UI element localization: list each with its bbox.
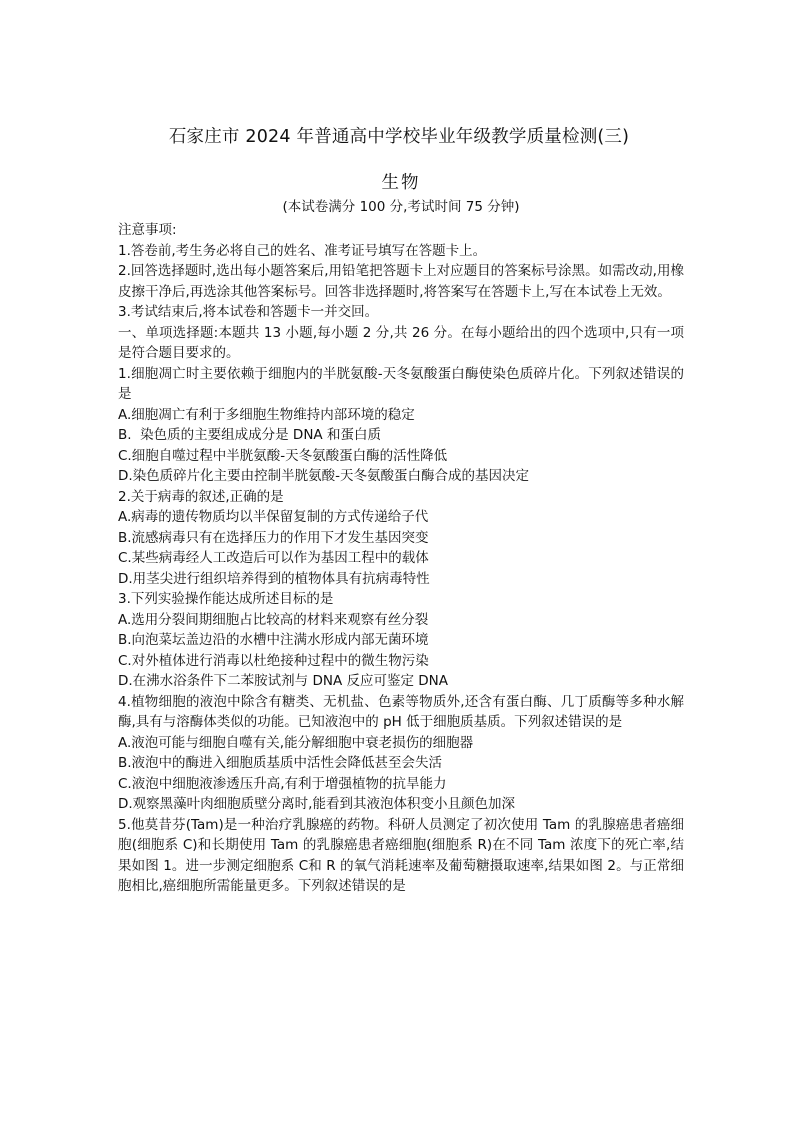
notice-item: 3.考试结束后,将本试卷和答题卡一并交回。 bbox=[118, 304, 379, 320]
question-option: B.液泡中的酶进入细胞质基质中活性会降低甚至会失活 bbox=[118, 755, 443, 771]
question-option: C.对外植体进行消毒以杜绝接种过程中的微生物污染 bbox=[118, 652, 429, 669]
question-option: D.用茎尖进行组织培养得到的植物体具有抗病毒特性 bbox=[118, 570, 430, 587]
question-stem: 2.关于病毒的叙述,正确的是 bbox=[118, 488, 284, 505]
question-option: D.在沸水浴条件下二苯胺试剂与 DNA 反应可鉴定 DNA bbox=[118, 673, 449, 689]
notice-item: 2.回答选择题时,选出每小题答案后,用铅笔把答题卡上对应题目的答案标号涂黑。如需改动,用橡皮擦干净后,再选涂其他答案标号。回答非选择题时,将答案写在答题卡上,写在本试卷上无效。 bbox=[118, 263, 684, 300]
question-option: D.观察黑藻叶肉细胞质壁分离时,能看到其液泡体积变小且颜色加深 bbox=[118, 796, 515, 812]
question-stem: 1.细胞凋亡时主要依赖于细胞内的半胱氨酸-天冬氨酸蛋白酶使染色质碎片化。下列叙述错误的是 bbox=[118, 365, 684, 402]
section-heading: 一、单项选择题:本题共 13 小题,每小题 2 分,共 26 分。在每小题给出的四个选项中,只有一项是符合题目要求的。 bbox=[118, 324, 684, 361]
exam-title: 石家庄市 2024 年普通高中学校毕业年级教学质量检测(三) bbox=[168, 127, 630, 147]
notice-item: 1.答卷前,考生务必将自己的姓名、准考证号填写在答题卡上。 bbox=[118, 242, 487, 259]
question-stem: 3.下列实验操作能达成所述目标的是 bbox=[118, 591, 334, 607]
question-option: C.某些病毒经人工改造后可以作为基因工程中的载体 bbox=[118, 550, 429, 566]
question-option: C.液泡中细胞液渗透压升高,有利于增强植物的抗旱能力 bbox=[118, 775, 447, 792]
exam-meta: (本试卷满分 100 分,考试时间 75 分钟) bbox=[282, 199, 520, 215]
notice-heading: 注意事项: bbox=[118, 222, 177, 238]
question-option: A.选用分裂间期细胞占比较高的材料来观察有丝分裂 bbox=[118, 611, 429, 628]
exam-page bbox=[118, 124, 684, 897]
question-option: C.细胞自噬过程中半胱氨酸-天冬氨酸蛋白酶的活性降低 bbox=[118, 447, 448, 464]
subject-title: 生物 bbox=[381, 173, 421, 193]
question-stem: 5.他莫昔芬(Tam)是一种治疗乳腺癌的药物。科研人员测定了初次使用 Tam 的乳腺癌患者癌细胞(细胞系 C)和长期使用 Tam 的乳腺癌患者癌细胞(细胞系 R)在不同 Tam 浓度下的死亡率,结果如图 1。进一步测定细胞系 C和 R 的氧气消耗速率及葡萄糖摄取速率,结果如图 2。与正常细胞相比,癌细胞所需能量更多。下列叙述错误的是 bbox=[118, 816, 684, 894]
question-option: A.病毒的遗传物质均以半保留复制的方式传递给子代 bbox=[118, 509, 429, 525]
question-option: B.流感病毒只有在选择压力的作用下才发生基因突变 bbox=[118, 529, 429, 546]
question-option: B. 染色质的主要组成成分是 DNA 和蛋白质 bbox=[118, 427, 381, 443]
question-option: A.细胞凋亡有利于多细胞生物维持内部环境的稳定 bbox=[118, 406, 415, 423]
question-option: A.液泡可能与细胞自噬有关,能分解细胞中衰老损伤的细胞器 bbox=[118, 734, 474, 751]
question-option: B.向泡菜坛盖边沿的水槽中注满水形成内部无菌环境 bbox=[118, 632, 429, 648]
question-stem: 4.植物细胞的液泡中除含有糖类、无机盐、色素等物质外,还含有蛋白酶、几丁质酶等多种水解酶,具有与溶酶体类似的功能。已知液泡中的 pH 低于细胞质基质。下列叙述错误的是 bbox=[118, 693, 684, 730]
question-option: D.染色质碎片化主要由控制半胱氨酸-天冬氨酸蛋白酶合成的基因决定 bbox=[118, 468, 530, 484]
